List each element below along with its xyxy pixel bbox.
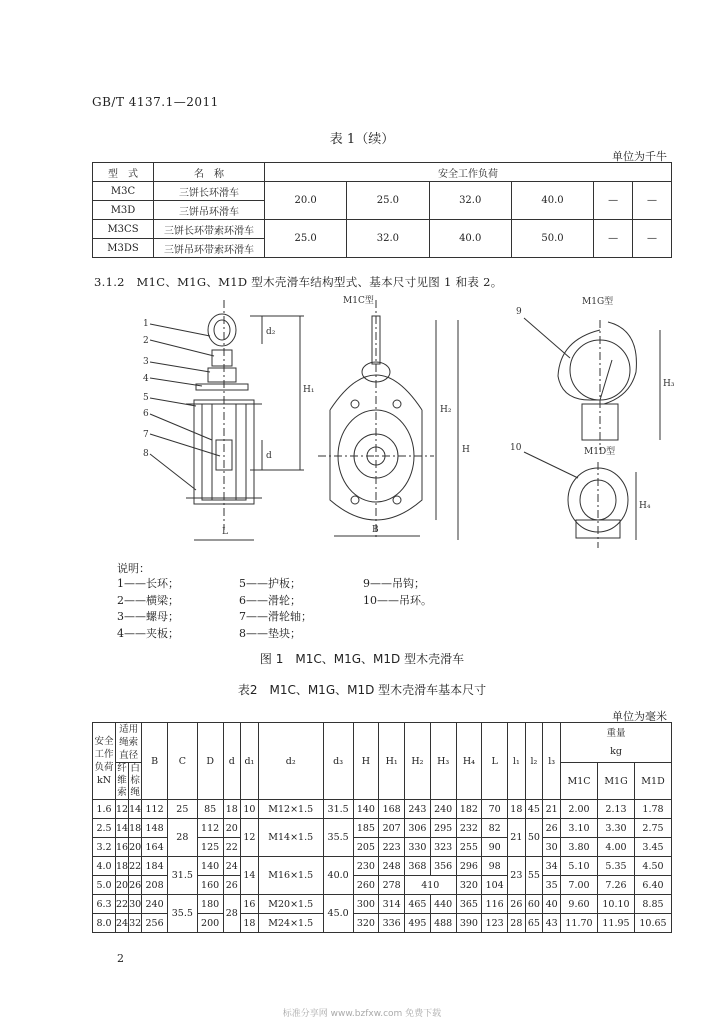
callout-4: 4	[143, 374, 149, 384]
dim-h2: H₂	[440, 405, 452, 415]
table2-body	[93, 800, 672, 933]
table-cell: 390	[456, 914, 482, 933]
table-cell: 26	[223, 876, 241, 895]
table-cell: 164	[142, 838, 168, 857]
callout-2: 2	[143, 336, 149, 346]
table-cell: 180	[197, 895, 223, 914]
table-cell: 140	[197, 857, 223, 876]
table-cell: 50	[525, 819, 543, 857]
page-number: 2	[117, 952, 124, 965]
table-cell: M16×1.5	[258, 857, 323, 895]
table-cell: 356	[430, 857, 456, 876]
table-cell: 18	[223, 800, 241, 819]
table-cell: 5.35	[598, 857, 635, 876]
table-cell: 3.2	[93, 838, 116, 857]
table-cell: 11.95	[598, 914, 635, 933]
table-cell: 125	[197, 838, 223, 857]
table-cell: 320	[456, 876, 482, 895]
table-cell: 26	[543, 819, 561, 838]
table1-cell: 50.0	[511, 220, 593, 258]
table-cell: 223	[379, 838, 405, 857]
table-cell: 256	[142, 914, 168, 933]
dim-h1: H₁	[303, 385, 315, 395]
table-cell: 148	[142, 819, 168, 838]
table-cell: 3.45	[635, 838, 672, 857]
table-cell: 4.00	[598, 838, 635, 857]
figure1-caption: 图 1 M1C、M1G、M1D 型木壳滑车	[259, 652, 465, 666]
callout-5: 5	[143, 393, 149, 403]
table-cell: 230	[353, 857, 379, 876]
t2-header: D	[197, 723, 223, 800]
t2-header: H₃	[430, 723, 456, 800]
t2-header-model: M1D	[635, 763, 672, 800]
table1-header: 型 式	[93, 163, 154, 182]
dim-h3: H₃	[663, 379, 675, 389]
table-cell: M12×1.5	[258, 800, 323, 819]
dim-d: d	[266, 451, 272, 461]
table-cell: 7.26	[598, 876, 635, 895]
callout-3: 3	[143, 357, 149, 367]
standard-number: GB/T 4137.1—2011	[92, 95, 219, 109]
table-cell: 205	[353, 838, 379, 857]
table-cell: 5.10	[561, 857, 598, 876]
table-cell: 208	[142, 876, 168, 895]
table-cell: 330	[405, 838, 431, 857]
table-cell: 98	[482, 857, 508, 876]
table2-title: 表2 M1C、M1G、M1D 型木壳滑车基本尺寸	[237, 683, 487, 697]
table-cell: 32	[129, 914, 142, 933]
table-cell: 2.00	[561, 800, 598, 819]
table-cell: 365	[456, 895, 482, 914]
table1-cell: M3D	[93, 201, 154, 220]
table1-unit: 单位为千牛	[612, 150, 667, 163]
note: 8——垫块；	[239, 626, 301, 640]
t2-header: H₂	[405, 723, 431, 800]
table-cell: 184	[142, 857, 168, 876]
table1-cell: M3C	[93, 182, 154, 201]
table-cell: 14	[241, 857, 259, 895]
table-cell: 488	[430, 914, 456, 933]
figure1-drawing	[0, 290, 724, 560]
table-cell: 4.50	[635, 857, 672, 876]
table-cell: 30	[543, 838, 561, 857]
note: 7——滑轮轴；	[239, 610, 312, 623]
table-cell: 90	[482, 838, 508, 857]
table-cell: 12	[241, 819, 259, 857]
t2-header: H₄	[456, 723, 482, 800]
t2-header: H₁	[379, 723, 405, 800]
table-cell: 18	[116, 857, 129, 876]
table-cell: 104	[482, 876, 508, 895]
dim-l: L	[222, 527, 228, 537]
table-cell: 2.5	[93, 819, 116, 838]
dim-h: H	[462, 445, 470, 455]
table-cell: 16	[116, 838, 129, 857]
table-cell: 123	[482, 914, 508, 933]
table-cell: 182	[456, 800, 482, 819]
table-cell: 495	[405, 914, 431, 933]
table-cell: 31.5	[323, 800, 353, 819]
table-row	[93, 857, 672, 876]
table-cell: M14×1.5	[258, 819, 323, 857]
t2-header: l₂	[525, 723, 543, 800]
table-cell: 295	[430, 819, 456, 838]
table1-cell: 20.0	[265, 182, 347, 220]
table1-cell: 40.0	[429, 220, 511, 258]
dim-d2: d₂	[266, 327, 276, 337]
table-cell: 11.70	[561, 914, 598, 933]
table-cell: M20×1.5	[258, 895, 323, 914]
table-cell: 14	[129, 800, 142, 819]
note: 10——吊环。	[363, 593, 432, 607]
table-cell: 248	[379, 857, 405, 876]
table-cell: 28	[167, 819, 197, 857]
table-cell: 6.40	[635, 876, 672, 895]
table-cell: 368	[405, 857, 431, 876]
table1-cell: 32.0	[347, 220, 429, 258]
t2-header: C	[167, 723, 197, 800]
t2-header-load: 安全工作负荷kN	[93, 723, 116, 800]
table-cell: 2.13	[598, 800, 635, 819]
t2-header: H	[353, 723, 379, 800]
table-cell: 336	[379, 914, 405, 933]
table1-cell: M3CS	[93, 220, 154, 239]
note: 6——滑轮；	[239, 593, 301, 607]
footer-watermark: 标准分享网 www.bzfxw.com 免费下载	[282, 1009, 442, 1019]
table-cell: 22	[129, 857, 142, 876]
table-cell: 55	[525, 857, 543, 895]
table-cell: M24×1.5	[258, 914, 323, 933]
table-cell: 116	[482, 895, 508, 914]
table-cell: 4.0	[93, 857, 116, 876]
table-cell: 22	[116, 895, 129, 914]
table-cell: 26	[508, 895, 526, 914]
table1-cell: —	[633, 220, 672, 258]
table1-cell: M3DS	[93, 239, 154, 258]
table-cell: 10.65	[635, 914, 672, 933]
section-paragraph: 3.1.2 M1C、M1G、M1D 型木壳滑车结构型式、基本尺寸见图 1 和表 2。	[94, 275, 503, 289]
table-cell: 28	[508, 914, 526, 933]
note: 5——护板；	[239, 577, 301, 590]
table-cell: 16	[241, 895, 259, 914]
table-cell: 207	[379, 819, 405, 838]
callout-10: 10	[510, 443, 522, 453]
t2-header: B	[142, 723, 168, 800]
table-cell: 296	[456, 857, 482, 876]
table-cell: 40	[543, 895, 561, 914]
table-cell: 35	[543, 876, 561, 895]
label-m1g: M1G型	[582, 297, 614, 307]
table-cell: 23	[508, 857, 526, 895]
table-cell: 22	[223, 838, 241, 857]
t2-header: d₃	[323, 723, 353, 800]
table-cell: 24	[223, 857, 241, 876]
table-cell: 12	[116, 800, 129, 819]
table-cell: 31.5	[167, 857, 197, 895]
table-cell: 3.10	[561, 819, 598, 838]
table-cell: 20	[129, 838, 142, 857]
table-cell: 320	[353, 914, 379, 933]
table-cell: 10	[241, 800, 259, 819]
t2-header-fiber: 纤维索	[117, 763, 127, 798]
table-cell: 240	[430, 800, 456, 819]
table-cell: 240	[142, 895, 168, 914]
table1-title: 表 1（续）	[329, 132, 395, 147]
t2-header: l₃	[543, 723, 561, 800]
label-m1c: M1C型	[343, 296, 374, 306]
table-cell: 306	[405, 819, 431, 838]
table-cell: 168	[379, 800, 405, 819]
table1-header: 安全工作负荷	[265, 163, 672, 182]
table-cell: 300	[353, 895, 379, 914]
callout-9: 9	[516, 307, 522, 317]
table-cell: 410	[405, 876, 457, 895]
table1-cell: 25.0	[265, 220, 347, 258]
table-cell: 35.5	[323, 819, 353, 857]
note: 1——长环；	[117, 577, 179, 590]
table-cell: 278	[379, 876, 405, 895]
table2	[92, 722, 672, 933]
table1-cell: —	[633, 182, 672, 220]
table-cell: 112	[142, 800, 168, 819]
table-cell: 3.80	[561, 838, 598, 857]
table1-cell: 32.0	[429, 182, 511, 220]
table2-unit: 单位为毫米	[612, 710, 667, 723]
table-cell: 60	[525, 895, 543, 914]
t2-header-model: M1G	[598, 763, 635, 800]
dim-h4: H₄	[639, 501, 651, 511]
table1-cell: 三饼吊环滑车	[154, 201, 265, 220]
table-cell: 21	[508, 819, 526, 857]
table-cell: 10.10	[598, 895, 635, 914]
table-cell: 34	[543, 857, 561, 876]
table-cell: 45	[525, 800, 543, 819]
table-cell: 30	[129, 895, 142, 914]
callout-8: 8	[143, 449, 149, 459]
t2-header: d₁	[241, 723, 259, 800]
dim-b: B	[372, 525, 379, 535]
table1-cell: 40.0	[511, 182, 593, 220]
t2-header: L	[482, 723, 508, 800]
t2-header-white: 白棕绳	[130, 763, 140, 798]
table1	[92, 162, 672, 258]
table-cell: 7.00	[561, 876, 598, 895]
t2-header: d₂	[258, 723, 323, 800]
table-cell: 26	[129, 876, 142, 895]
table-cell: 14	[116, 819, 129, 838]
table-cell: 8.0	[93, 914, 116, 933]
note: 3——螺母；	[117, 610, 179, 623]
table1-header: 名 称	[154, 163, 265, 182]
table-cell: 440	[430, 895, 456, 914]
table-cell: 6.3	[93, 895, 116, 914]
callout-6: 6	[143, 409, 149, 419]
notes-list	[117, 576, 432, 642]
table-cell: 18	[129, 819, 142, 838]
table-cell: 2.75	[635, 819, 672, 838]
t2-header-rope: 适用绳索直径	[116, 723, 142, 763]
table-cell: 160	[197, 876, 223, 895]
table-cell: 314	[379, 895, 405, 914]
table-cell: 45.0	[323, 895, 353, 933]
table-cell: 140	[353, 800, 379, 819]
table-cell: 24	[116, 914, 129, 933]
table-cell: 260	[353, 876, 379, 895]
note: 9——吊钩；	[363, 577, 425, 590]
table-cell: 21	[543, 800, 561, 819]
table-cell: 112	[197, 819, 223, 838]
table-cell: 70	[482, 800, 508, 819]
table1-cell: 三饼长环滑车	[154, 182, 265, 201]
table-row	[93, 819, 672, 838]
note: 4——夹板；	[117, 626, 179, 640]
table-cell: 200	[197, 914, 223, 933]
t2-header-weight: 重量 kg	[561, 723, 672, 763]
table1-cell: —	[594, 220, 633, 258]
callout-1: 1	[143, 319, 149, 329]
table1-cell: 25.0	[347, 182, 429, 220]
table-cell: 40.0	[323, 857, 353, 895]
table1-cell: 三饼长环带索环滑车	[154, 220, 265, 239]
table-cell: 323	[430, 838, 456, 857]
t2-header-model: M1C	[561, 763, 598, 800]
table-cell: 232	[456, 819, 482, 838]
table1-cell: 三饼吊环带索环滑车	[154, 239, 265, 258]
t2-header: l₁	[508, 723, 526, 800]
table-cell: 1.6	[93, 800, 116, 819]
callout-7: 7	[143, 430, 149, 440]
table-cell: 85	[197, 800, 223, 819]
table-cell: 185	[353, 819, 379, 838]
table-cell: 20	[223, 819, 241, 838]
table-cell: 18	[241, 914, 259, 933]
table-cell: 1.78	[635, 800, 672, 819]
table-cell: 65	[525, 914, 543, 933]
table-cell: 28	[223, 895, 241, 933]
table-cell: 43	[543, 914, 561, 933]
table1-cell: —	[594, 182, 633, 220]
table-cell: 8.85	[635, 895, 672, 914]
notes-title: 说明：	[117, 562, 150, 575]
table-cell: 255	[456, 838, 482, 857]
table-cell: 20	[116, 876, 129, 895]
note: 2——横梁；	[117, 593, 179, 607]
table-cell: 18	[508, 800, 526, 819]
table-cell: 25	[167, 800, 197, 819]
label-m1d: M1D型	[584, 447, 616, 457]
t2-header: d	[223, 723, 241, 800]
table-cell: 465	[405, 895, 431, 914]
table-row	[93, 895, 672, 914]
table-cell: 3.30	[598, 819, 635, 838]
table-cell: 243	[405, 800, 431, 819]
table-cell: 82	[482, 819, 508, 838]
table-row	[93, 800, 672, 819]
table-cell: 35.5	[167, 895, 197, 933]
table-cell: 9.60	[561, 895, 598, 914]
table-cell: 5.0	[93, 876, 116, 895]
